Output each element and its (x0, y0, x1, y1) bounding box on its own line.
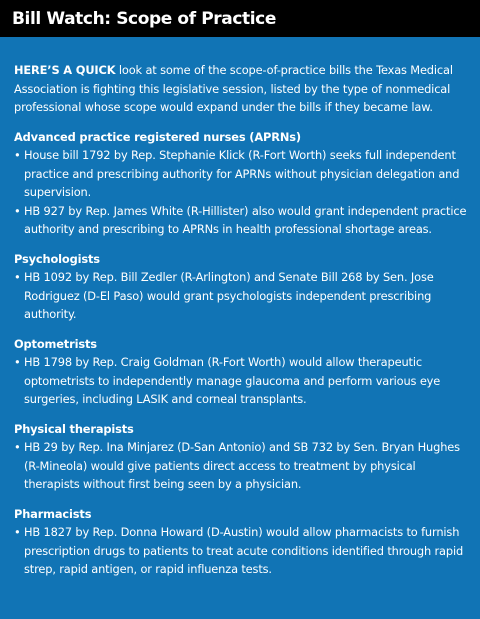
bullet-icon: • (14, 440, 21, 454)
article-body (14, 61, 470, 590)
list-item (14, 438, 470, 494)
bullet-list (14, 353, 470, 409)
bullet-icon: • (14, 203, 21, 218)
bullet-icon: • (14, 270, 21, 284)
bullet-list (14, 268, 470, 324)
list-item-text: HB 1798 by Rep. Craig Goldman (R-Fort Worth) would allow therapeutic optometrists to independently manage glaucoma and perform various eye surgeries, including LASIK and corneal transplants. (24, 355, 441, 406)
bullet-list (14, 438, 470, 494)
list-item (14, 353, 470, 409)
title-bar (0, 0, 480, 37)
intro-text: look at some of the scope-of-practice bills the Texas Medical Association is fighting this legislative session, listed by the type of nonmedical professional whose scope would expand under the bills if they became law. (14, 63, 453, 114)
section-pharmacists (14, 505, 470, 579)
content-panel (0, 37, 480, 619)
list-item-text: House bill 1792 by Rep. Stephanie Klick (R-Fort Worth) seeks full independent practice and prescribing authority for APRNs without physician delegation and supervision. (24, 148, 460, 199)
bullet-list (14, 523, 470, 579)
section-heading: Advanced practice registered nurses (APRNs) (14, 129, 301, 144)
bullet-icon: • (14, 148, 21, 162)
section-psychologists (14, 250, 470, 324)
list-item (14, 146, 470, 202)
intro-paragraph (14, 61, 470, 117)
section-heading: Optometrists (14, 336, 97, 351)
list-item (14, 523, 470, 579)
list-item-text: HB 927 by Rep. James White (R-Hillister) also would grant independent practice authority and prescribing to APRNs in health professional shortage areas. (24, 203, 467, 236)
bullet-icon: • (14, 355, 21, 369)
page-title: Bill Watch: Scope of Practice (12, 8, 276, 29)
section-aprns (14, 128, 470, 239)
list-item-text: HB 29 by Rep. Ina Minjarez (D-San Antonio) and SB 732 by Sen. Bryan Hughes (R-Mineola) would give patients direct access to treatment by physical therapists without first being seen by a physician. (24, 440, 460, 491)
list-item-text: HB 1827 by Rep. Donna Howard (D-Austin) would allow pharmacists to furnish prescription drugs to patients to treat acute conditions identified through rapid strep, rapid antigen, or rapid influenza tests. (24, 525, 464, 576)
intro-lead-in: HERE’S A QUICK (14, 63, 116, 77)
section-optometrists (14, 335, 470, 409)
list-item (14, 268, 470, 324)
section-heading: Psychologists (14, 251, 100, 266)
bullet-icon: • (14, 525, 21, 539)
bullet-list (14, 146, 470, 239)
section-heading: Physical therapists (14, 421, 134, 436)
section-physical-therapists (14, 420, 470, 494)
section-heading: Pharmacists (14, 506, 92, 521)
list-item-text: HB 1092 by Rep. Bill Zedler (R-Arlington) and Senate Bill 268 by Sen. Jose Rodriguez (D-El Paso) would grant psychologists independent prescribing authority. (24, 270, 434, 321)
list-item (14, 202, 470, 239)
